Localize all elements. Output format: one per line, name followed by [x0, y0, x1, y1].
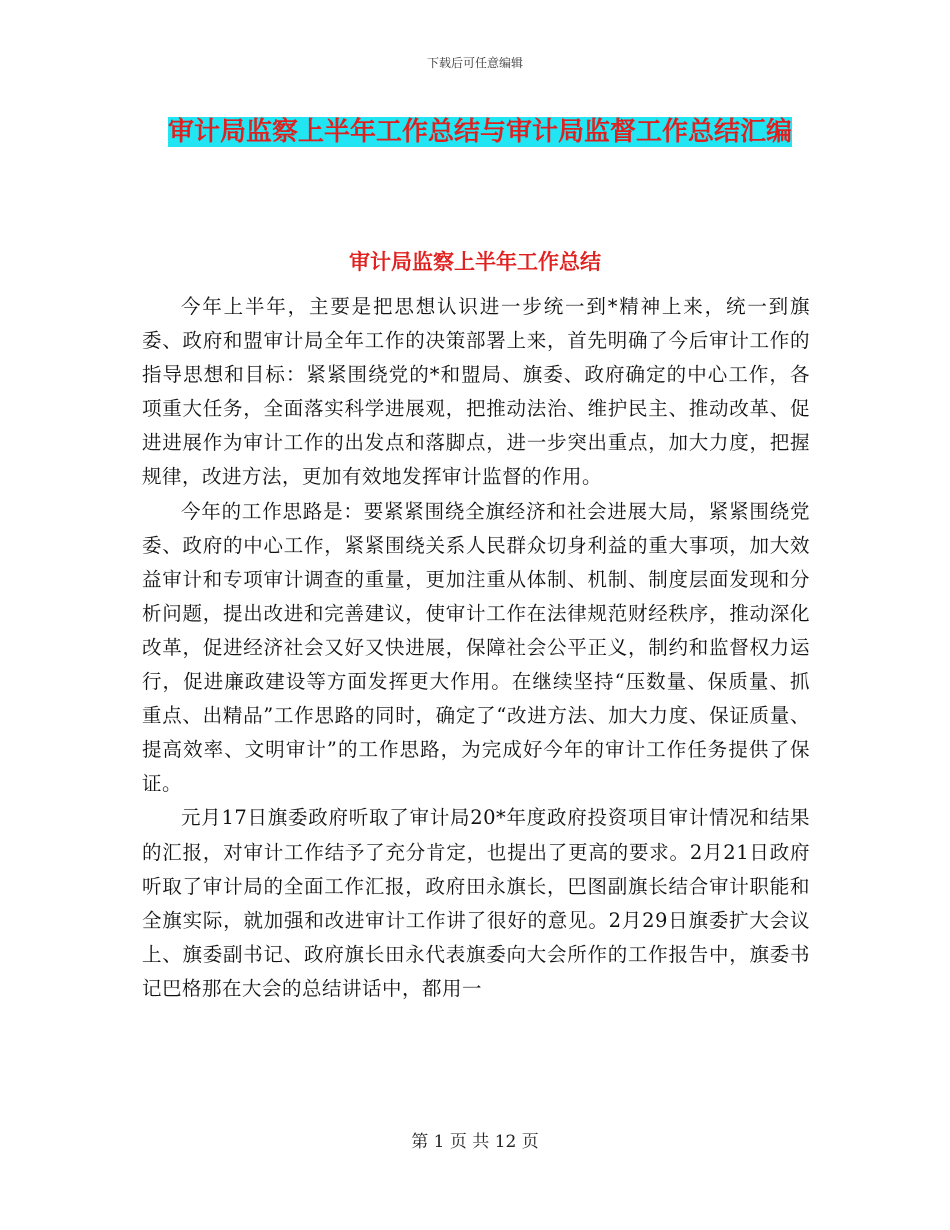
document-title-text: 审计局监察上半年工作总结与审计局监督工作总结汇编	[167, 117, 792, 147]
document-body	[142, 290, 810, 1006]
document-title	[150, 108, 810, 156]
page-footer: 第 1 页 共 12 页	[411, 1132, 539, 1152]
paragraph: 元月17日旗委政府听取了审计局20*年度政府投资项目审计情况和结果的汇报，对审计工作结予了充分肯定，也提出了更高的要求。2月21日政府听取了审计局的全面工作汇报，政府田永旗长，巴图副旗长结合审计职能和全旗实际，就加强和改进审计工作讲了很好的意见。2月29日旗委扩大会议上、旗委副书记、政府旗长田永代表旗委向大会所作的工作报告中，旗委书记巴格那在大会的总结讲话中，都用一	[142, 806, 810, 1000]
header-note: 下载后可任意编辑	[426, 56, 523, 70]
section-title: 审计局监察上半年工作总结	[349, 250, 601, 274]
paragraph: 今年上半年，主要是把思想认识进一步统一到*精神上来，统一到旗委、政府和盟审计局全年工作的决策部署上来，首先明确了今后审计工作的指导思想和目标：紧紧围绕党的*和盟局、旗委、政府确定的中心工作，各项重大任务，全面落实科学进展观，把推动法治、维护民主、推动改革、促进进展作为审计工作的出发点和落脚点，进一步突出重点，加大力度，把握规律，改进方法，更加有效地发挥审计监督的作用。	[142, 295, 810, 489]
paragraph: 今年的工作思路是：要紧紧围绕全旗经济和社会进展大局，紧紧围绕党委、政府的中心工作，紧紧围绕关系人民群众切身利益的重大事项，加大效益审计和专项审计调查的重量，更加注重从体制、机制、制度层面发现和分析问题，提出改进和完善建议，使审计工作在法律规范财经秩序，推动深化改革，促进经济社会又好又快进展，保障社会公平正义，制约和监督权力运行，促进廉政建设等方面发挥更大作用。在继续坚持“压数量、保质量、抓重点、出精品”工作思路的同时，确定了“改进方法、加大力度、保证质量、提高效率、文明审计”的工作思路，为完成好今年的审计工作任务提供了保证。	[142, 499, 810, 796]
